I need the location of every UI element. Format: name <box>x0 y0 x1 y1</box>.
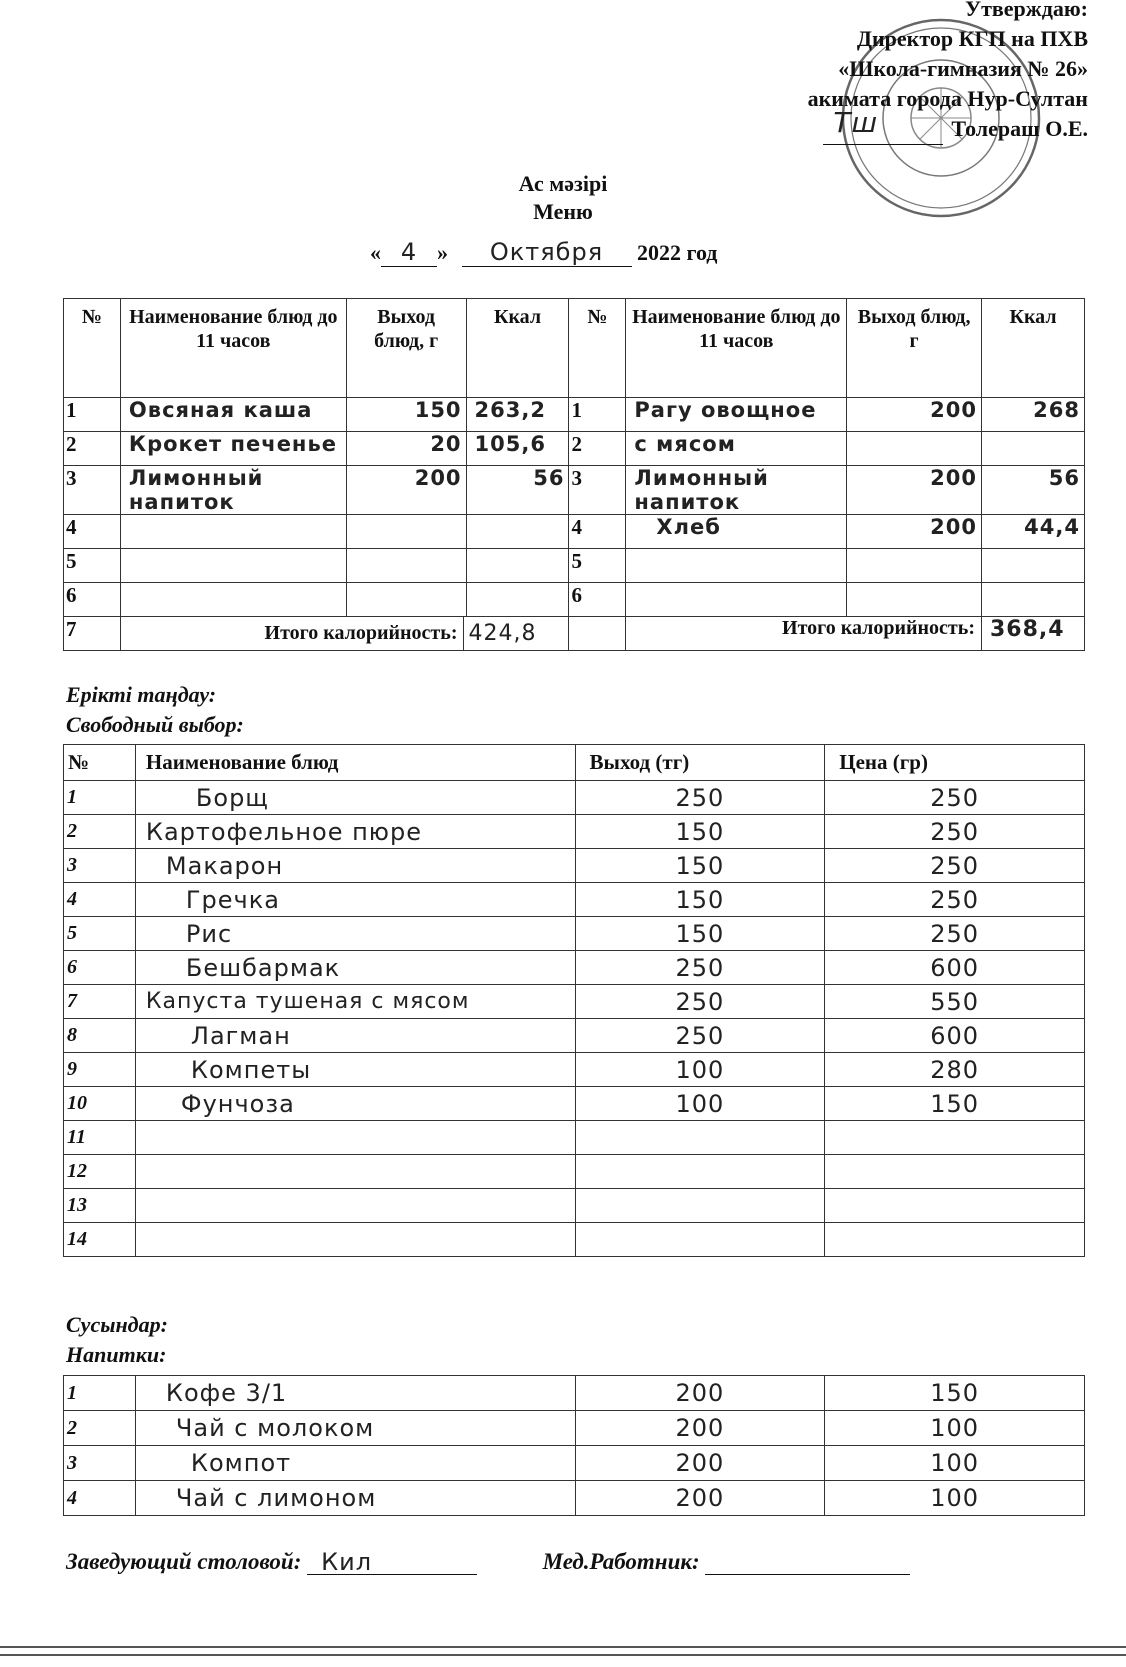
dish-out: 20 <box>346 432 466 466</box>
free-title-kz: Ерікті таңдау: <box>66 682 217 707</box>
manager-label: Заведующий столовой: <box>66 1549 302 1574</box>
row-num: 5 <box>64 549 121 583</box>
date-open-quote: « <box>370 240 381 265</box>
table-row <box>64 1053 1085 1087</box>
dish-name: Капуста тушеная с мясом <box>135 985 575 1019</box>
dish-kcal: 268 <box>982 398 1085 432</box>
row-num: 3 <box>569 466 626 515</box>
row-num: 5 <box>64 917 136 951</box>
drink-out: 200 <box>575 1481 825 1516</box>
table-row <box>64 1189 1085 1223</box>
row-num: 4 <box>64 515 121 549</box>
approve-signature-line <box>808 106 1088 145</box>
dish-out: 250 <box>575 985 825 1019</box>
table-row <box>64 917 1085 951</box>
table-row <box>64 1481 1085 1516</box>
approve-akimat: акимата города Нур-Султан <box>807 86 1088 111</box>
dish-kcal <box>466 583 569 617</box>
dish-name: Лимонный напиток <box>120 466 346 515</box>
dish-name: Крокет печенье <box>120 432 346 466</box>
row-num: 4 <box>569 515 626 549</box>
dish-kcal: 105,6 <box>466 432 569 466</box>
col-num: № <box>64 745 136 781</box>
dish-price: 550 <box>825 985 1085 1019</box>
dish-out: 150 <box>575 815 825 849</box>
dish-out: 200 <box>847 466 982 515</box>
table-row <box>64 1446 1085 1481</box>
row-num: 2 <box>569 432 626 466</box>
row-num: 1 <box>64 398 121 432</box>
dish-out: 150 <box>575 883 825 917</box>
dish-price <box>825 1223 1085 1257</box>
row-num: 8 <box>64 1019 136 1053</box>
dish-out: 250 <box>575 1019 825 1053</box>
row-num: 2 <box>64 1411 136 1446</box>
row-num: 6 <box>64 951 136 985</box>
col-kcal: Ккал <box>466 299 569 398</box>
drinks-title-kz: Сусындар: <box>66 1312 168 1337</box>
col-price: Цена (гр) <box>825 745 1085 781</box>
dish-kcal <box>982 432 1085 466</box>
date-close-quote: » <box>437 240 448 265</box>
title-ru: Меню <box>533 199 593 224</box>
footer-signatures <box>66 1548 910 1575</box>
row-num: 1 <box>64 781 136 815</box>
col-num: № <box>64 299 121 398</box>
table-row <box>64 1019 1085 1053</box>
dish-out <box>575 1189 825 1223</box>
dish-name <box>135 1223 575 1257</box>
dish-out <box>346 583 466 617</box>
row-num: 12 <box>64 1155 136 1189</box>
row-num: 9 <box>64 1053 136 1087</box>
dish-out: 200 <box>847 515 982 549</box>
table-row <box>64 549 1085 583</box>
left-total-cell <box>120 617 569 651</box>
drink-name: Чай с молоком <box>135 1411 575 1446</box>
row-num: 7 <box>64 617 121 651</box>
right-total-value: 368,4 <box>982 617 1085 651</box>
dish-name <box>120 549 346 583</box>
medic-label: Мед.Работник: <box>542 1549 700 1574</box>
approve-label: Утверждаю: <box>964 0 1088 21</box>
date-year: 2022 год <box>637 240 718 265</box>
row-num: 1 <box>569 398 626 432</box>
dish-name: Борщ <box>135 781 575 815</box>
dish-kcal: 56 <box>466 466 569 515</box>
dish-name: Компеты <box>135 1053 575 1087</box>
approval-block <box>808 0 1088 145</box>
drink-name: Чай с лимоном <box>135 1481 575 1516</box>
date-month: Октября <box>462 238 632 267</box>
table-row <box>64 1223 1085 1257</box>
drink-name: Кофе 3/1 <box>135 1376 575 1411</box>
row-num: 6 <box>569 583 626 617</box>
row-num: 13 <box>64 1189 136 1223</box>
approve-director: Директор КГП на ПХВ <box>856 26 1088 51</box>
table-row <box>64 1087 1085 1121</box>
menu-table <box>63 298 1085 651</box>
dish-name: Картофельное пюре <box>135 815 575 849</box>
row-num: 4 <box>64 883 136 917</box>
empty-cell <box>569 617 626 651</box>
dish-out: 200 <box>847 398 982 432</box>
dish-name: Хлеб <box>626 515 847 549</box>
dish-price <box>825 1189 1085 1223</box>
dish-out: 100 <box>575 1087 825 1121</box>
dish-name <box>135 1189 575 1223</box>
drink-out: 200 <box>575 1446 825 1481</box>
dish-price: 250 <box>825 781 1085 815</box>
dish-out: 150 <box>575 849 825 883</box>
dish-name <box>626 583 847 617</box>
dish-name: Бешбармак <box>135 951 575 985</box>
table-row <box>64 583 1085 617</box>
row-num: 2 <box>64 432 121 466</box>
row-num: 5 <box>569 549 626 583</box>
drinks-heading <box>66 1310 168 1370</box>
col-out: Выход блюд, г <box>847 299 982 398</box>
col-name: Наименование блюд до 11 часов <box>626 299 847 398</box>
dish-name: с мясом <box>626 432 847 466</box>
page-title <box>0 170 1126 226</box>
free-title-ru: Свободный выбор: <box>66 712 244 737</box>
dish-out: 150 <box>346 398 466 432</box>
dish-kcal: 56 <box>982 466 1085 515</box>
dish-out: 200 <box>346 466 466 515</box>
table-row <box>64 985 1085 1019</box>
page-bottom-border <box>0 1646 1126 1656</box>
table-row <box>64 466 1085 515</box>
row-num: 1 <box>64 1376 136 1411</box>
free-choice-table <box>63 744 1085 1257</box>
row-num: 7 <box>64 985 136 1019</box>
drink-name: Компот <box>135 1446 575 1481</box>
drinks-table <box>63 1375 1085 1516</box>
drink-price: 150 <box>825 1376 1085 1411</box>
total-row <box>64 617 1085 651</box>
dish-out <box>847 583 982 617</box>
col-out: Выход блюд, г <box>346 299 466 398</box>
row-num: 3 <box>64 466 121 515</box>
table-row <box>64 432 1085 466</box>
row-num: 3 <box>64 1446 136 1481</box>
dish-price: 600 <box>825 951 1085 985</box>
table-row <box>64 815 1085 849</box>
table-row <box>64 1376 1085 1411</box>
dish-price: 280 <box>825 1053 1085 1087</box>
row-num: 4 <box>64 1481 136 1516</box>
col-name: Наименование блюд до 11 часов <box>120 299 346 398</box>
drink-price: 100 <box>825 1481 1085 1516</box>
dish-out: 250 <box>575 951 825 985</box>
table-row <box>64 1411 1085 1446</box>
dish-out <box>847 432 982 466</box>
row-num: 10 <box>64 1087 136 1121</box>
dish-out: 250 <box>575 781 825 815</box>
dish-price <box>825 1121 1085 1155</box>
table-row <box>64 1121 1085 1155</box>
dish-kcal <box>466 515 569 549</box>
dish-name: Гречка <box>135 883 575 917</box>
drink-out: 200 <box>575 1411 825 1446</box>
dish-kcal <box>982 583 1085 617</box>
dish-name: Рагу овощное <box>626 398 847 432</box>
menu-header-row <box>64 299 1085 398</box>
dish-name: Макарон <box>135 849 575 883</box>
table-row <box>64 849 1085 883</box>
drink-out: 200 <box>575 1376 825 1411</box>
col-name: Наименование блюд <box>135 745 575 781</box>
approve-school: «Школа-гимназия № 26» <box>838 56 1088 81</box>
drinks-title-ru: Напитки: <box>66 1342 167 1367</box>
title-kz: Ас мәзірі <box>518 171 608 196</box>
dish-price: 250 <box>825 917 1085 951</box>
dish-name <box>626 549 847 583</box>
col-kcal: Ккал <box>982 299 1085 398</box>
dish-out: 100 <box>575 1053 825 1087</box>
row-num: 6 <box>64 583 121 617</box>
row-num: 11 <box>64 1121 136 1155</box>
dish-price: 600 <box>825 1019 1085 1053</box>
dish-name <box>120 515 346 549</box>
free-choice-heading <box>66 680 244 740</box>
free-header-row <box>64 745 1085 781</box>
dish-name: Рис <box>135 917 575 951</box>
dish-name: Лагман <box>135 1019 575 1053</box>
director-name: Толераш О.Е. <box>951 116 1088 141</box>
medic-signature <box>705 1548 910 1575</box>
dish-out: 150 <box>575 917 825 951</box>
col-out: Выход (тг) <box>575 745 825 781</box>
dish-price <box>825 1155 1085 1189</box>
dish-kcal <box>982 549 1085 583</box>
table-row <box>64 398 1085 432</box>
dish-kcal <box>466 549 569 583</box>
dish-name: Фунчоза <box>135 1087 575 1121</box>
drink-price: 100 <box>825 1411 1085 1446</box>
left-total-value: 424,8 <box>463 617 568 650</box>
row-num: 3 <box>64 849 136 883</box>
dish-out <box>847 549 982 583</box>
dish-price: 150 <box>825 1087 1085 1121</box>
dish-price: 250 <box>825 883 1085 917</box>
dish-kcal: 263,2 <box>466 398 569 432</box>
right-total-label: Итого калорийность: <box>626 617 982 651</box>
dish-out <box>575 1223 825 1257</box>
dish-name: Лимонный напиток <box>626 466 847 515</box>
dish-price: 250 <box>825 849 1085 883</box>
drink-price: 100 <box>825 1446 1085 1481</box>
dish-out <box>575 1121 825 1155</box>
dish-name <box>135 1121 575 1155</box>
dish-out <box>575 1155 825 1189</box>
dish-name <box>120 583 346 617</box>
manager-signature <box>307 1548 477 1575</box>
dish-kcal: 44,4 <box>982 515 1085 549</box>
table-row <box>64 1155 1085 1189</box>
row-num: 14 <box>64 1223 136 1257</box>
col-num: № <box>569 299 626 398</box>
date-day: 4 <box>381 238 437 267</box>
row-num: 2 <box>64 815 136 849</box>
dish-out <box>346 549 466 583</box>
dish-name: Овсяная каша <box>120 398 346 432</box>
menu-date <box>370 238 717 267</box>
table-row <box>64 515 1085 549</box>
table-row <box>64 781 1085 815</box>
table-row <box>64 883 1085 917</box>
dish-out <box>346 515 466 549</box>
director-signature: Тш <box>823 114 943 145</box>
left-total-label: Итого калорийность: <box>264 622 458 644</box>
dish-name <box>135 1155 575 1189</box>
manager-signature-text: Кил <box>321 1548 373 1576</box>
dish-price: 250 <box>825 815 1085 849</box>
table-row <box>64 951 1085 985</box>
